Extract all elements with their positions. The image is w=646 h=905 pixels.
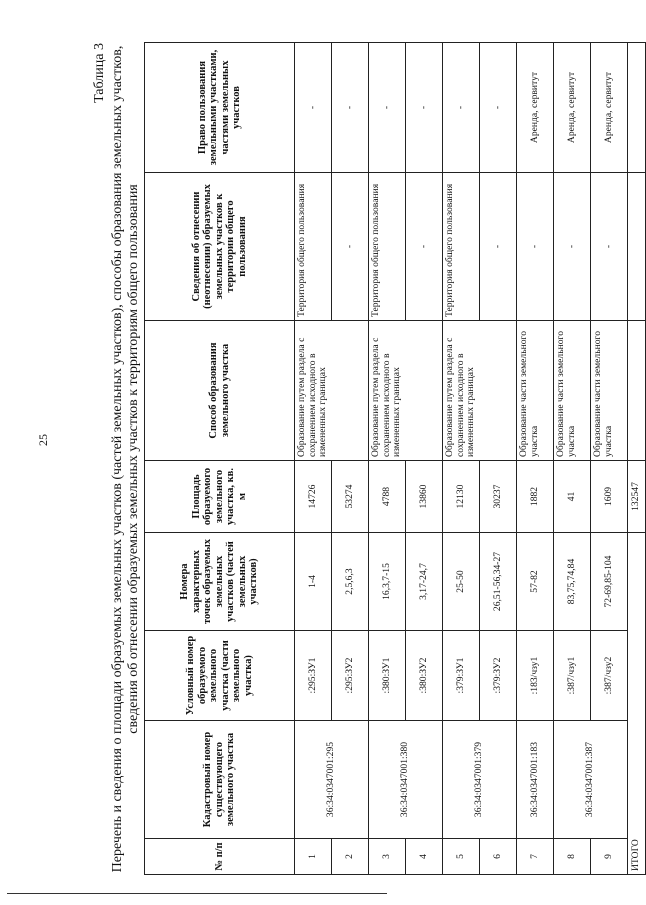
cell-area: 14726 [295,461,332,533]
cell-num: 7 [517,839,554,875]
cell-area: 1882 [517,461,554,533]
total-empty-method [628,321,646,461]
total-row [628,43,646,875]
header-method: Способ образования земельного участка [145,321,295,461]
cell-points: 83,75,74,84 [554,533,591,631]
header-rights: Право пользования земельными участками, частями земельных участков [145,43,295,173]
cell-num: 1 [295,839,332,875]
header-cadastral: Кадастровый номер существующего земельного участка [145,721,295,839]
cell-num: 9 [591,839,628,875]
cell-area: 12130 [443,461,480,533]
table-row [295,43,332,875]
header-territory: Сведения об отнесении (неотнесении) образуемых земельных участков к территории общего пользования [145,173,295,321]
cell-rights: - [295,43,332,173]
cell-rights: Аренда, сервитут [591,43,628,173]
cell-territory: Территория общего пользования [295,173,332,321]
cell-points: 57-82 [517,533,554,631]
header-row [145,43,295,875]
cell-num: 6 [480,839,517,875]
cell-num: 5 [443,839,480,875]
cell-cadastral: 36:34:0347001:183 [517,721,554,839]
cell-method: Образование части земельного участка [517,321,554,461]
cell-num: 2 [332,839,369,875]
cell-points: 16,3,7-15 [369,533,406,631]
total-empty-rights [628,43,646,173]
cell-conditional: :387/чзу2 [591,631,628,721]
cell-method: Образование путем раздела с сохранением исходного в измененных границах [295,321,369,461]
cell-points: 3,17-24,7 [406,533,443,631]
cell-conditional: :295:ЗУ2 [332,631,369,721]
header-num: № п/п [145,839,295,875]
cell-conditional: :379:ЗУ2 [480,631,517,721]
cell-points: 2,5,6,3 [332,533,369,631]
cell-points: 25-50 [443,533,480,631]
cell-method: Образование части земельного участка [554,321,591,461]
cell-points: 26,51-56,34-27 [480,533,517,631]
cell-cadastral: 36:34:0347001:295 [295,721,369,839]
cell-conditional: :379:ЗУ1 [443,631,480,721]
cell-rights: - [369,43,406,173]
cell-num: 3 [369,839,406,875]
total-label: ИТОГО [628,533,646,875]
page-number: 25 [36,434,50,446]
table-row [443,43,480,875]
cell-points: 1-4 [295,533,332,631]
cell-points: 72-69,85-104 [591,533,628,631]
cell-rights: - [443,43,480,173]
cell-territory: - [591,173,628,321]
total-empty-territory [628,173,646,321]
cell-rights: Аренда, сервитут [517,43,554,173]
header-points: Номера характерных точек образуемых земельных участков (частей земельных участков) [145,533,295,631]
cell-territory: - [480,173,517,321]
cell-area: 53274 [332,461,369,533]
cell-territory: - [332,173,369,321]
cell-rights: Аренда, сервитут [554,43,591,173]
cell-area: 30237 [480,461,517,533]
table-row [517,43,554,875]
cell-num: 8 [554,839,591,875]
cell-rights: - [406,43,443,173]
rotated-page-content [92,43,642,875]
cell-rights: - [332,43,369,173]
cell-cadastral: 36:34:0347001:387 [554,721,628,839]
cell-rights: - [480,43,517,173]
table-label: Таблица 3 [92,43,107,103]
cell-num: 4 [406,839,443,875]
header-area: Площадь образуемого земельного участка, кв. м [145,461,295,533]
cell-area: 4788 [369,461,406,533]
cell-conditional: :295:ЗУ1 [295,631,332,721]
cell-area: 13860 [406,461,443,533]
total-area: 132547 [628,461,646,533]
cell-cadastral: 36:34:0347001:379 [443,721,517,839]
cell-conditional: :380:ЗУ1 [369,631,406,721]
cell-conditional: :183/чзу1 [517,631,554,721]
table-row [554,43,591,875]
cell-method: Образование путем раздела с сохранением исходного в измененных границах [443,321,517,461]
cell-area: 1609 [591,461,628,533]
cell-conditional: :387/чзу1 [554,631,591,721]
cell-territory: Территория общего пользования [443,173,480,321]
land-plots-table [144,42,646,875]
cell-territory: - [554,173,591,321]
cell-method: Образование путем раздела с сохранением исходного в измененных границах [369,321,443,461]
cell-method: Образование части земельного участка [591,321,628,461]
table-row [369,43,406,875]
cell-territory: Территория общего пользования [369,173,406,321]
cell-cadastral: 36:34:0347001:380 [369,721,443,839]
footer-rule [7,893,387,894]
header-conditional: Условный номер образуемого земельного участка (части земельного участка) [145,631,295,721]
cell-area: 41 [554,461,591,533]
cell-conditional: :380:ЗУ2 [406,631,443,721]
cell-territory: - [517,173,554,321]
table-caption: Перечень и сведения о площади образуемых земельных участков (частей земельных участков), способы образования земельных участков, сведения об отнесении образуемых земельных участков к территориям общего пользования [110,45,141,873]
cell-territory: - [406,173,443,321]
